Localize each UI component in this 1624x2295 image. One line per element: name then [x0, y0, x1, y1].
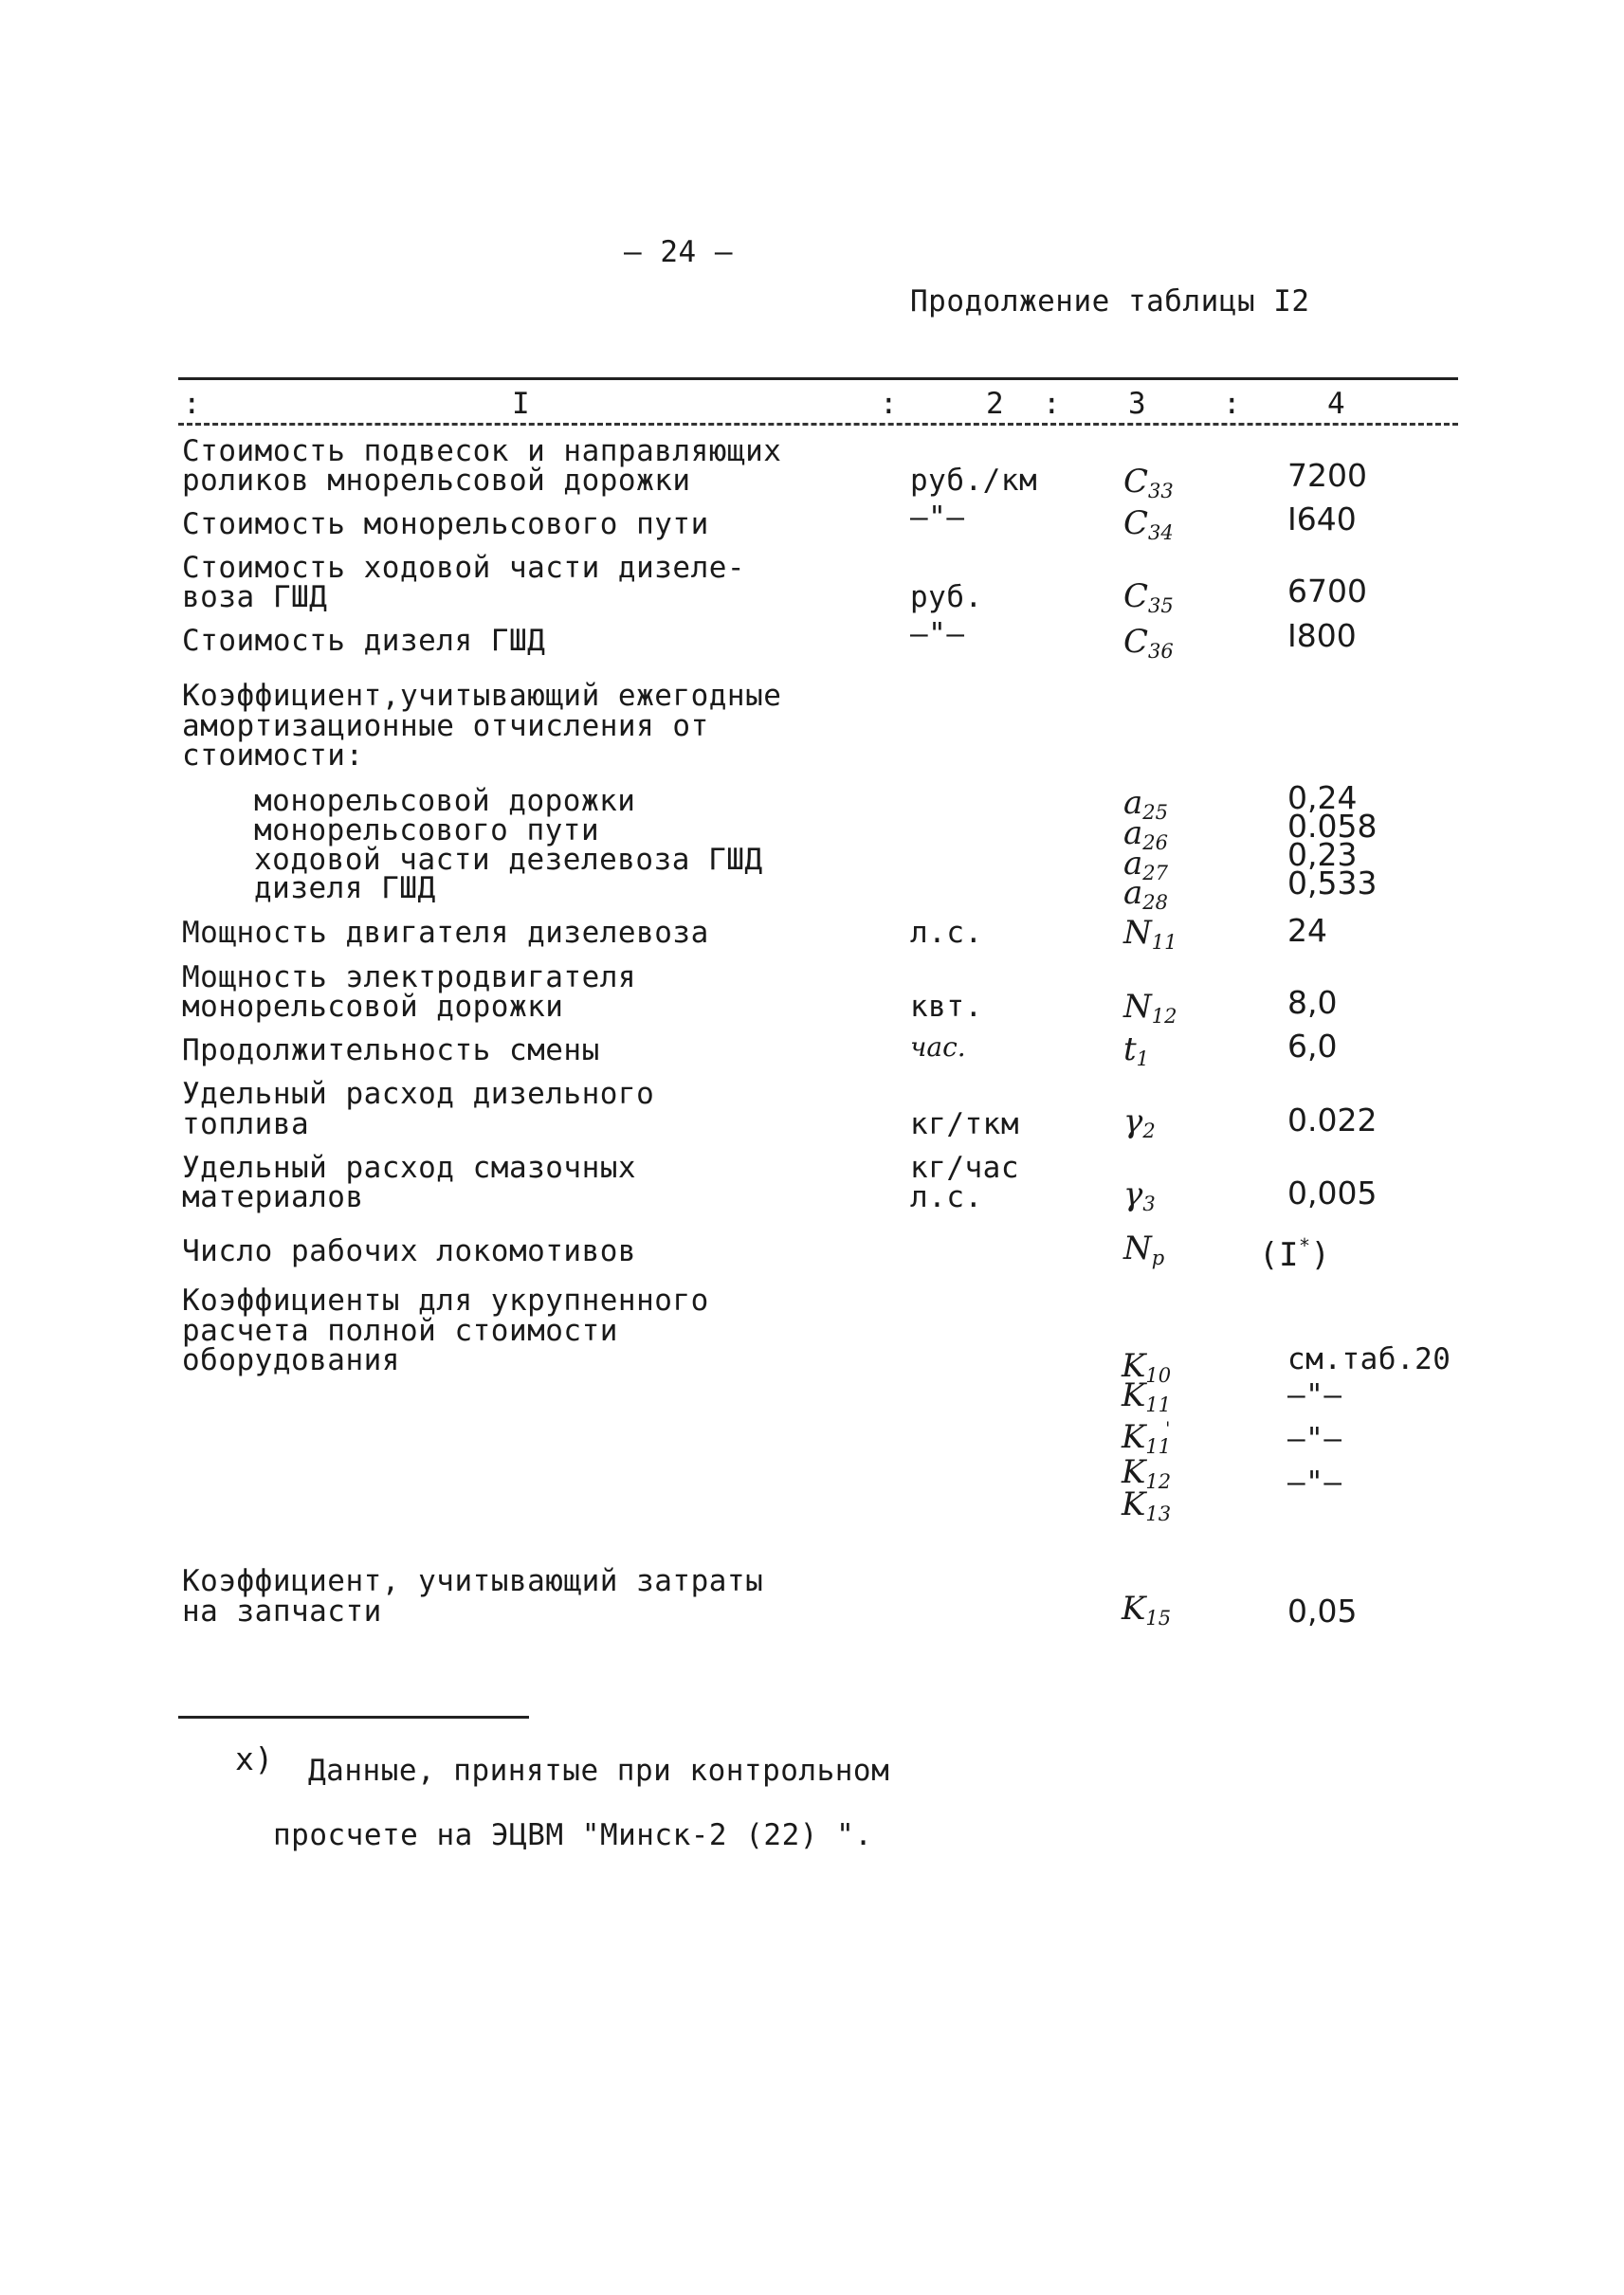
row-description: амортизационные отчисления от [182, 709, 709, 743]
row-description: Коэффициент, учитывающий затраты [182, 1564, 764, 1598]
row-value: 0,05 [1287, 1593, 1358, 1630]
row-unit: руб. [910, 580, 983, 614]
column-heading-2: 2 [986, 387, 1005, 421]
row-unit: руб./км [910, 464, 1038, 498]
table-top-rule [178, 377, 1458, 380]
page-number: – 24 – [624, 235, 733, 269]
row-symbol: $a_{25}$ [1123, 784, 1169, 824]
row-unit: кг/ткм [910, 1107, 1019, 1141]
row-symbol: $\gamma_2$ [1123, 1102, 1156, 1142]
row-symbol: $K_{12}$ [1122, 1453, 1172, 1493]
row-description: Удельный расход смазочных [182, 1151, 637, 1185]
row-description: Стоимость дизеля ГШД [182, 624, 546, 658]
row-symbol: $C_{33}$ [1123, 463, 1174, 502]
row-description: Стоимость ходовой части дизеле- [182, 551, 746, 585]
row-description: роликов мнорельсовой дорожки [182, 464, 691, 498]
row-description: оборудования [182, 1343, 400, 1377]
row-value: 0,005 [1287, 1175, 1378, 1211]
row-symbol: $K_{15}$ [1122, 1590, 1172, 1630]
row-symbol: $N_{12}$ [1123, 988, 1177, 1028]
row-symbol: $N_p$ [1123, 1229, 1165, 1269]
table-caption: Продолжение таблицы I2 [910, 284, 1310, 319]
column-separator: : [1043, 387, 1062, 421]
row-value: (I*) [1259, 1234, 1331, 1274]
row-description: воза ГШД [182, 580, 328, 614]
row-description: стоимости: [182, 738, 364, 773]
row-description: Коэффициент,учитывающий ежегодные [182, 679, 782, 713]
column-separator: : [880, 387, 899, 421]
row-unit: –"– [910, 501, 965, 535]
row-symbol: $a_{27}$ [1123, 845, 1169, 884]
column-heading-1: I [512, 387, 531, 421]
row-value: 7200 [1287, 457, 1367, 494]
row-unit: –"– [910, 617, 965, 651]
row-value: –"– [1287, 1466, 1342, 1500]
column-separator: : [183, 387, 202, 421]
row-description: Продолжительность смены [182, 1033, 600, 1067]
row-description: Мощность электродвигателя [182, 960, 637, 994]
row-symbol: $\gamma_3$ [1123, 1175, 1156, 1215]
column-heading-3: 3 [1128, 387, 1147, 421]
row-description: Мощность двигателя дизелевоза [182, 916, 709, 950]
footnote-text: Данные, принятые при контрольном [308, 1754, 890, 1788]
row-description: Стоимость подвесок и направляющих [182, 434, 782, 468]
footnote-rule [178, 1716, 529, 1719]
row-symbol: $K_{11}'$ [1122, 1418, 1172, 1458]
row-unit: л.с. [910, 1180, 983, 1214]
row-value: –"– [1287, 1422, 1342, 1456]
row-description: Коэффициенты для укрупненного [182, 1284, 709, 1318]
row-description: дизеля ГШД [254, 871, 436, 905]
row-value: см.таб.20 [1287, 1342, 1451, 1376]
row-value: 0.058 [1287, 808, 1378, 845]
row-symbol: $K_{11}$ [1122, 1376, 1172, 1416]
footnote-text: просчете на ЭЦВМ "Минск-2 (22) ". [273, 1818, 873, 1852]
row-value: 0,533 [1287, 865, 1378, 902]
row-value: I640 [1287, 501, 1357, 537]
row-symbol: $t_1$ [1123, 1030, 1150, 1070]
row-description: ходовой части дезелевоза ГШД [254, 843, 763, 877]
row-symbol: $a_{26}$ [1123, 814, 1169, 854]
row-unit: час. [910, 1031, 966, 1063]
row-description: топлива [182, 1107, 310, 1141]
row-value: 24 [1287, 912, 1327, 949]
row-unit: квт. [910, 990, 983, 1024]
row-description: Число рабочих локомотивов [182, 1234, 637, 1268]
row-description: монорельсового пути [254, 813, 600, 847]
row-value: 0,23 [1287, 836, 1358, 873]
row-value: 6,0 [1287, 1028, 1338, 1065]
row-description: монорельсовой дорожки [254, 784, 636, 818]
footnote-marker: x) [235, 1740, 274, 1777]
row-unit: кг/час [910, 1151, 1019, 1185]
row-description: Стоимость монорельсового пути [182, 507, 709, 541]
row-value: 0,24 [1287, 779, 1358, 816]
table-header-rule [178, 423, 1458, 426]
row-description: материалов [182, 1180, 364, 1214]
row-symbol: $K_{13}$ [1122, 1485, 1172, 1525]
row-description: на запчасти [182, 1594, 382, 1629]
row-symbol: $C_{34}$ [1123, 504, 1174, 544]
row-symbol: $N_{11}$ [1123, 914, 1177, 954]
row-symbol: $K_{10}$ [1122, 1347, 1172, 1387]
row-value: I800 [1287, 617, 1357, 654]
row-unit: л.с. [910, 916, 983, 950]
row-description: расчета полной стоимости [182, 1314, 618, 1348]
column-separator: : [1223, 387, 1242, 421]
row-value: –"– [1287, 1378, 1342, 1412]
row-value: 0.022 [1287, 1102, 1378, 1138]
row-symbol: $C_{35}$ [1123, 577, 1174, 617]
row-symbol: $a_{28}$ [1123, 874, 1169, 914]
row-description: Удельный расход дизельного [182, 1077, 655, 1111]
column-heading-4: 4 [1327, 387, 1346, 421]
row-value: 6700 [1287, 573, 1367, 610]
row-value: 8,0 [1287, 984, 1338, 1021]
row-description: монорельсовой дорожки [182, 990, 564, 1024]
row-symbol: $C_{36}$ [1123, 623, 1174, 663]
